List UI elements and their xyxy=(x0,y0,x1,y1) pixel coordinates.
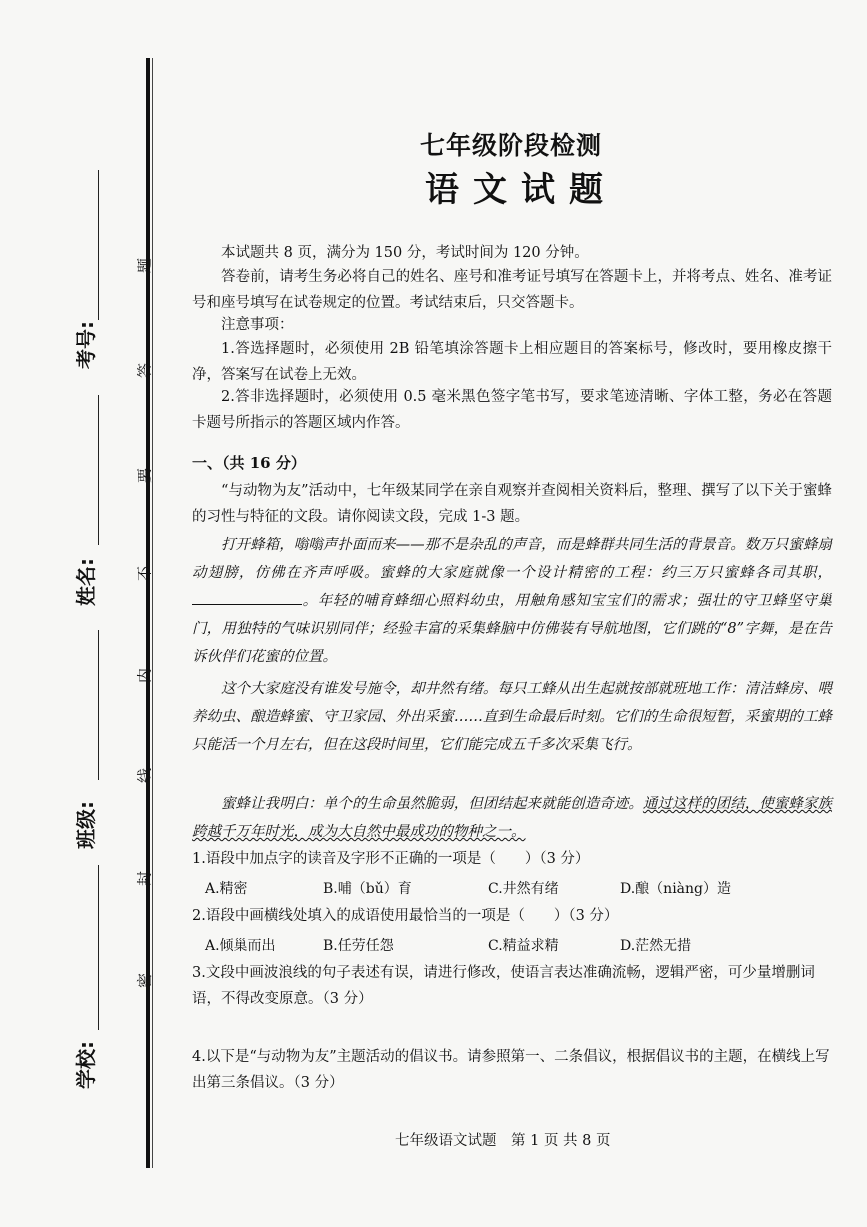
passage-paragraph-2: 这个大家庭没有谁发号施令，却井然有绪。每只工蜂从出生起就按部就班地工作：清洁蜂房、喂养幼虫、酿造蜂蜜、守卫家园、外出采蜜……直到生命最后时刻。它们的生命很短暂，采蜜期的工蜂只能活一个月左右，但在这段时间里，它们能完成五千多次采集飞行。 xyxy=(192,681,832,753)
passage-paragraph-1-a: 打开蜂箱，嗡嗡声扑面而来——那不是杂乱的声音，而是蜂群共同生活的背景音。数万只蜜蜂扇动翅膀，仿佛在齐声呼吸。蜜蜂的大家庭就像一个设计精密的工程：约三万只蜜蜂各司其职， xyxy=(192,537,832,581)
section-heading: 一、（共 16 分） xyxy=(192,454,306,472)
option-d: D.酿（niàng）造 xyxy=(620,881,731,897)
option-c: C.精益求精 xyxy=(488,938,559,954)
wavy-underlined-sentence: 通过这样的团结，使蜜蜂家族跨越千万年时光，成为大自然中最成功的物种之一。 xyxy=(192,796,833,840)
option-c: C.井然有绪 xyxy=(488,881,559,897)
passage-paragraph-1 xyxy=(192,531,832,671)
passage-paragraph-1-b: 。年轻的哺育蜂细心照料幼虫，用触角感知宝宝们的需求；强壮的守卫蜂坚守巢门，用独特的气味识别同伴；经验丰富的采集蜂脑中仿佛装有导航地图，它们跳的“8”字舞，是在告诉伙伴们花蜜的位置。 xyxy=(192,593,832,665)
instruction-choice-questions: 1.答选择题时，必须使用 2B 铅笔填涂答题卡上相应题目的答案标号，修改时，要用橡皮擦干净，答案写在试卷上无效。 xyxy=(192,341,832,383)
binding-line-thin xyxy=(152,58,153,1168)
section-intro: “与动物为友”活动中，七年级某同学在亲自观察并查阅相关资料后，整理、撰写了以下关于蜜蜂的习性与特征的文段。请你阅读文段，完成 1-3 题。 xyxy=(192,483,832,525)
binding-line-thick xyxy=(146,58,150,1168)
exam-no-label: 考号: xyxy=(74,321,98,369)
seal-char: 不 xyxy=(135,566,154,582)
passage-paragraph-3-a: 蜜蜂让我明白：单个的生命虽然脆弱，但团结起来就能创造奇迹。 xyxy=(221,796,643,812)
question-1: 1.语段中加点字的读音及字形不正确的一项是（ ）（3 分） xyxy=(192,851,590,867)
seal-char: 题 xyxy=(135,258,154,274)
question-3: 3.文段中画波浪线的句子表述有误，请进行修改，使语言表达准确流畅，逻辑严密，可少量增删词语，不得改变原意。（3 分） xyxy=(192,965,815,1007)
passage-paragraph-3 xyxy=(192,790,832,846)
school-blank-line xyxy=(98,865,99,1030)
option-b: B.哺（bǔ）育 xyxy=(323,881,412,897)
class-blank-line xyxy=(98,630,99,780)
question-2: 2.语段中画横线处填入的成语使用最恰当的一项是（ ）（3 分） xyxy=(192,908,619,924)
seal-char: 内 xyxy=(135,668,154,684)
seal-char: 封 xyxy=(135,871,154,887)
idiom-blank xyxy=(192,590,302,605)
school-label: 学校: xyxy=(74,1041,98,1089)
instruction-non-choice-questions: 2.答非选择题时，必须使用 0.5 毫米黑色签字笔书写，要求笔迹清晰、字体工整，务必在答题卡题号所指示的答题区域内作答。 xyxy=(192,389,832,431)
instruction-pages: 本试题共 8 页，满分为 150 分，考试时间为 120 分钟。 xyxy=(221,245,589,261)
seal-char: 线 xyxy=(135,768,154,784)
exam-no-blank-line xyxy=(98,170,99,320)
seal-char: 要 xyxy=(135,468,154,484)
option-b: B.任劳任怨 xyxy=(323,938,394,954)
name-blank-line xyxy=(98,395,99,545)
exam-title-grade: 七年级阶段检测 xyxy=(420,131,603,160)
page-footer: 七年级语文试题 第 1 页 共 8 页 xyxy=(395,1133,611,1149)
seal-char: 答 xyxy=(135,363,154,379)
seal-char: 密 xyxy=(135,973,154,989)
class-label: 班级: xyxy=(74,801,98,849)
exam-title-subject: 语文试题 xyxy=(425,170,617,210)
instruction-notice-heading: 注意事项： xyxy=(221,317,294,333)
instruction-before-exam: 答卷前，请考生务必将自己的姓名、座号和准考证号填写在答题卡上，并将考点、姓名、准考证号和座号填写在试卷规定的位置。考试结束后，只交答题卡。 xyxy=(192,269,832,311)
question-4: 4.以下是“与动物为友”主题活动的倡议书。请参照第一、二条倡议，根据倡议书的主题，在横线上写出第三条倡议。（3 分） xyxy=(192,1049,830,1091)
name-label: 姓名: xyxy=(74,558,98,606)
option-a: A.精密 xyxy=(205,881,248,897)
option-a: A.倾巢而出 xyxy=(205,938,276,954)
option-d: D.茫然无措 xyxy=(620,938,692,954)
